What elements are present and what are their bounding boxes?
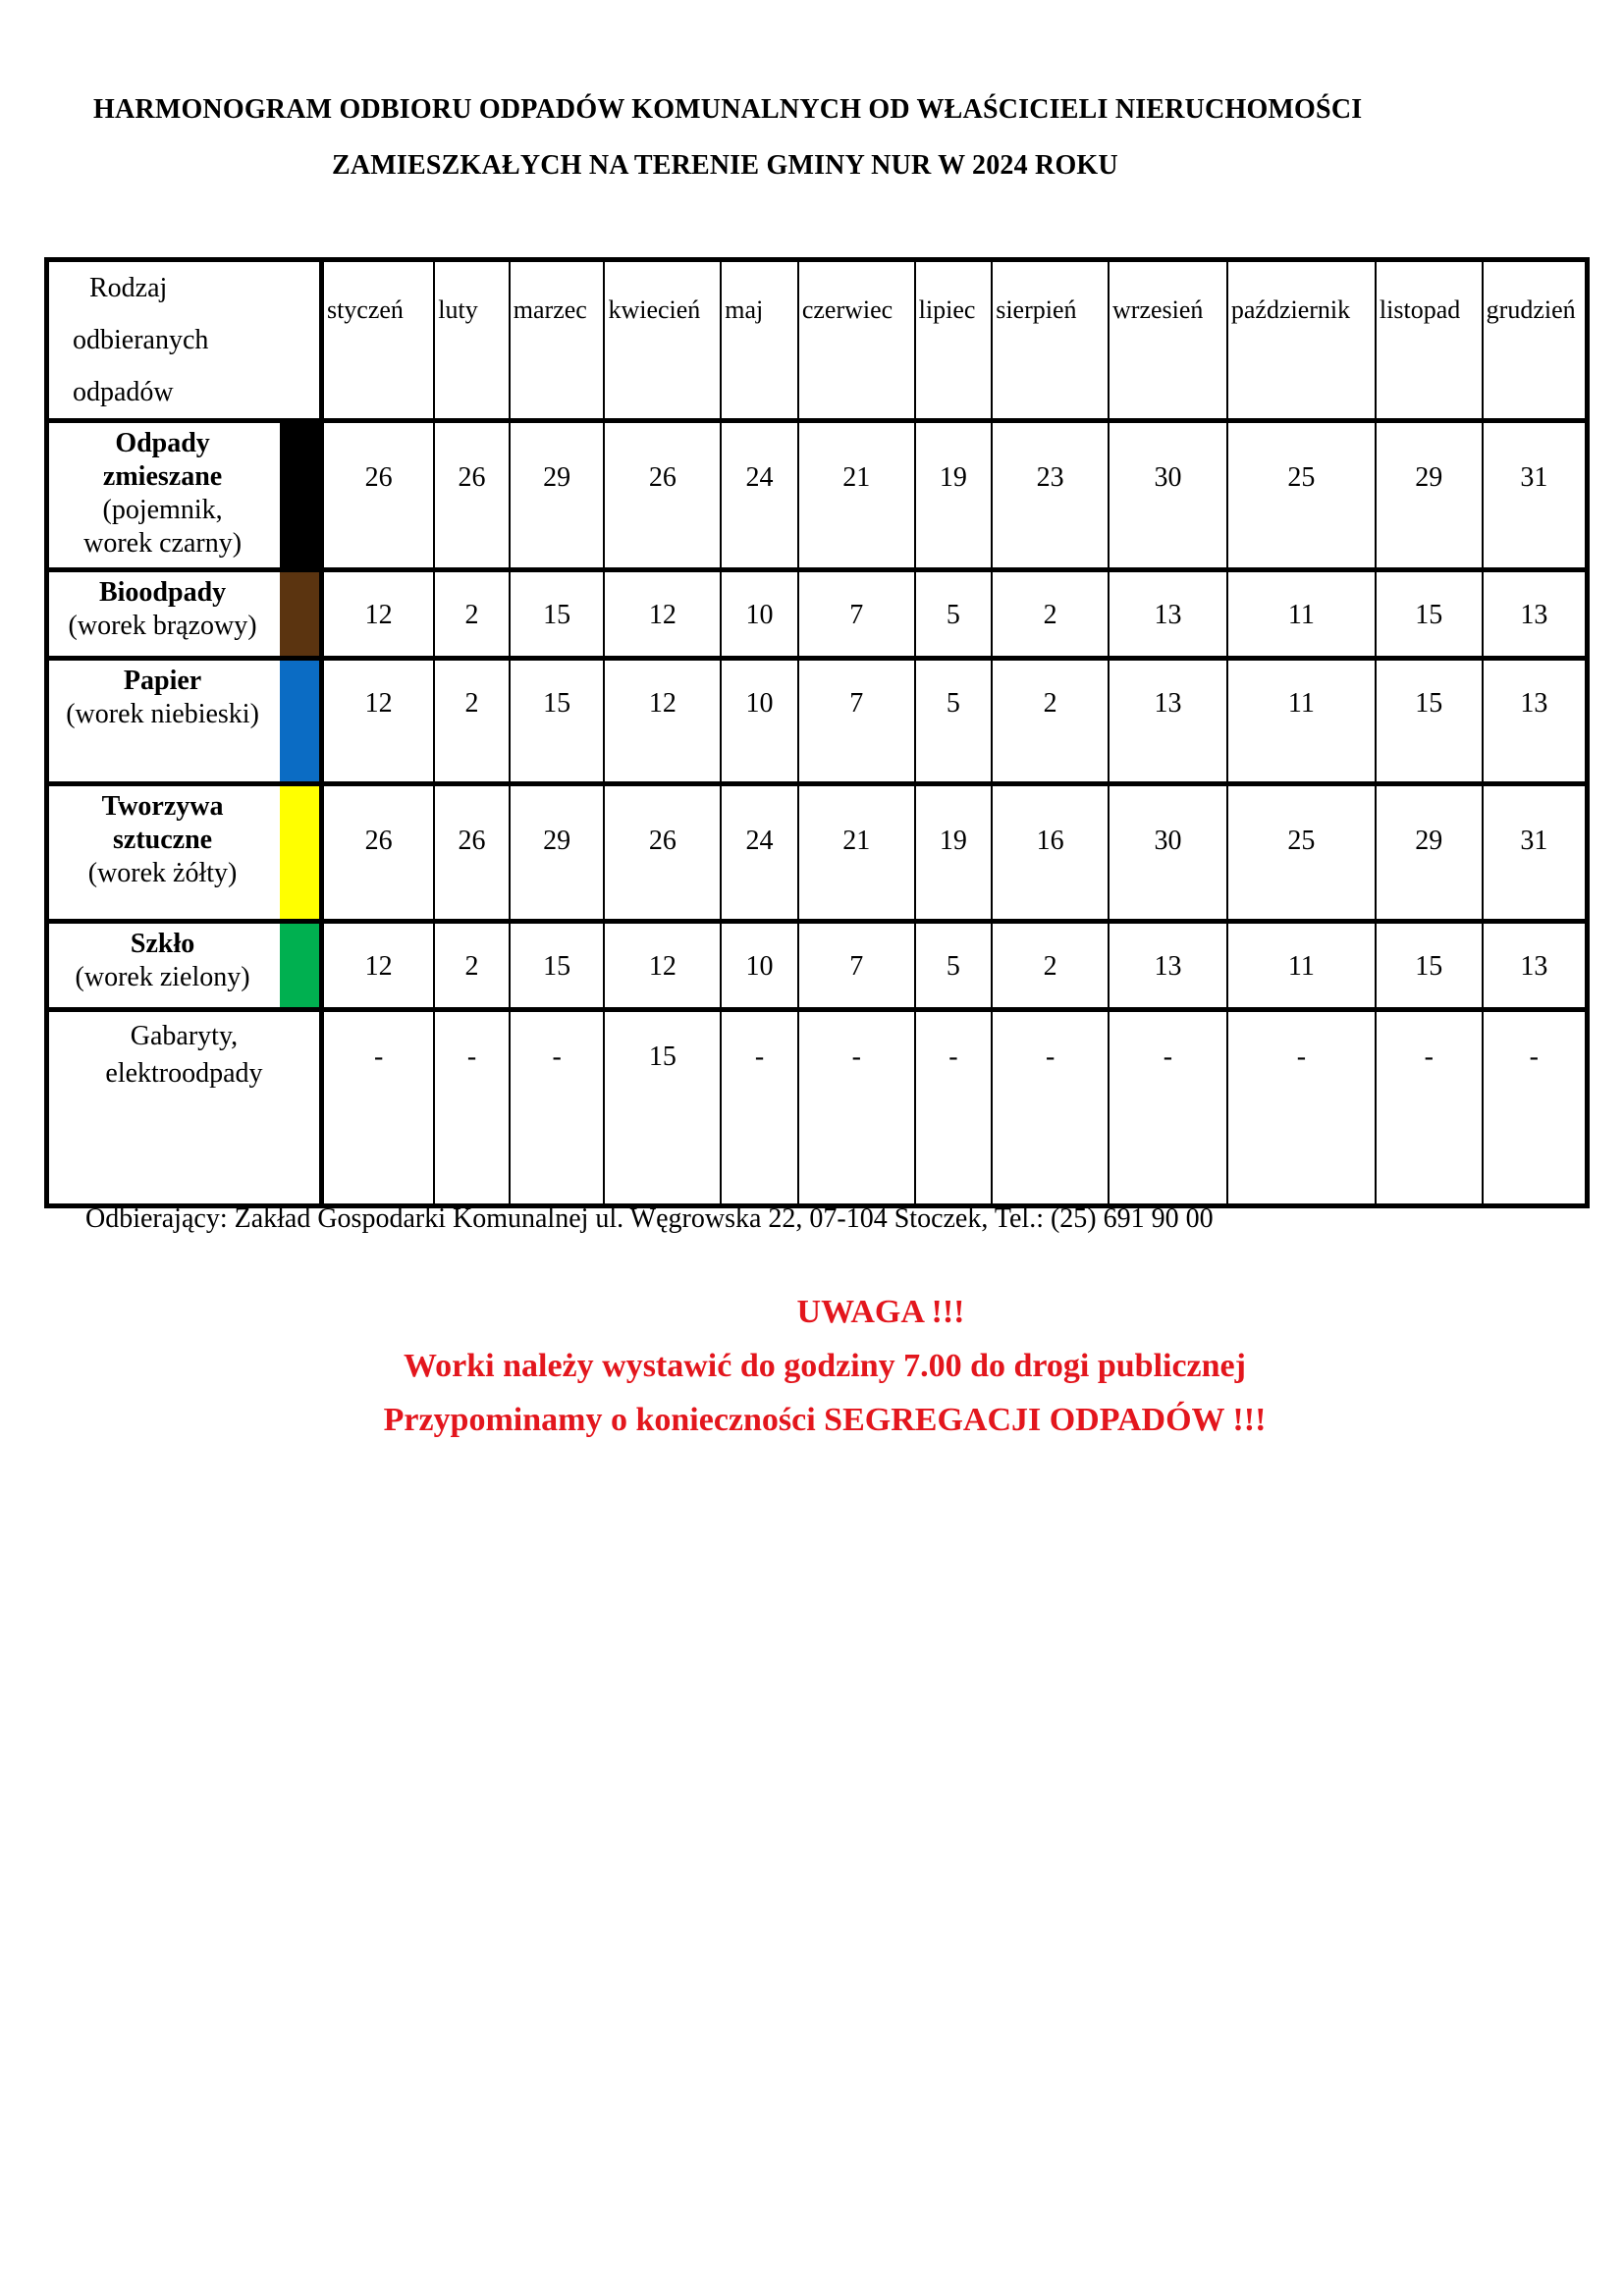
table-row	[47, 659, 1588, 784]
collection-day-cell: -	[1376, 1010, 1483, 1206]
collection-day-cell: 15	[604, 1010, 721, 1206]
bag-color-swatch	[276, 922, 321, 1010]
collection-day-cell: 2	[992, 570, 1109, 659]
collection-day-cell: 12	[604, 570, 721, 659]
collection-day-cell: 21	[798, 421, 915, 570]
document-title-line-1: HARMONOGRAM ODBIORU ODPADÓW KOMUNALNYCH OD WŁAŚCICIELI NIERUCHOMOŚCI	[93, 94, 1363, 125]
waste-kind-label: Gabaryty, elektroodpady	[47, 1010, 322, 1206]
collection-day-cell: 19	[915, 784, 993, 922]
collection-day-cell: 12	[604, 922, 721, 1010]
month-header: wrzesień	[1109, 260, 1227, 421]
waste-kind-label: Odpady zmieszane (pojemnik, worek czarny)	[47, 421, 277, 570]
collection-day-cell: 2	[434, 570, 510, 659]
collection-day-cell: 15	[510, 659, 605, 784]
notice-heading: UWAGA !!!	[796, 1294, 965, 1330]
collection-day-cell: 13	[1483, 570, 1588, 659]
bag-color-swatch	[276, 421, 321, 570]
notice-segregation-reminder: Przypominamy o konieczności SEGREGACJI ODPADÓW !!!	[383, 1402, 1267, 1438]
bag-color-swatch	[276, 784, 321, 922]
collection-day-cell: 29	[510, 421, 605, 570]
month-header: styczeń	[321, 260, 434, 421]
waste-kind-label: Bioodpady (worek brązowy)	[47, 570, 277, 659]
month-header: grudzień	[1483, 260, 1588, 421]
collection-day-cell: -	[1483, 1010, 1588, 1206]
collection-day-cell: -	[992, 1010, 1109, 1206]
collection-day-cell: 5	[915, 570, 993, 659]
waste-kind-header: Rodzaj odbieranych odpadów	[47, 260, 322, 421]
collection-day-cell: 13	[1483, 922, 1588, 1010]
collection-day-cell: 21	[798, 784, 915, 922]
collection-day-cell: 16	[992, 784, 1109, 922]
collection-day-cell: 29	[1376, 784, 1483, 922]
collection-day-cell: 29	[510, 784, 605, 922]
collection-day-cell: 10	[721, 570, 798, 659]
collection-day-cell: 12	[321, 922, 434, 1010]
collection-day-cell: 15	[1376, 922, 1483, 1010]
month-header: maj	[721, 260, 798, 421]
month-header: luty	[434, 260, 510, 421]
collection-day-cell: -	[321, 1010, 434, 1206]
collection-day-cell: 11	[1227, 659, 1376, 784]
collection-day-cell: -	[1227, 1010, 1376, 1206]
collection-day-cell: 7	[798, 922, 915, 1010]
collection-day-cell: 2	[992, 659, 1109, 784]
collection-day-cell: 23	[992, 421, 1109, 570]
collection-day-cell: -	[798, 1010, 915, 1206]
waste-kind-label: Szkło (worek zielony)	[47, 922, 277, 1010]
collection-day-cell: 12	[604, 659, 721, 784]
waste-kind-label: Tworzywa sztuczne (worek żółty)	[47, 784, 277, 922]
month-header: czerwiec	[798, 260, 915, 421]
collection-day-cell: 2	[434, 922, 510, 1010]
bag-color-swatch	[276, 570, 321, 659]
collection-day-cell: 26	[604, 421, 721, 570]
collection-day-cell: 26	[321, 421, 434, 570]
table-row	[47, 570, 1588, 659]
collection-day-cell: 11	[1227, 570, 1376, 659]
waste-kind-label: Papier (worek niebieski)	[47, 659, 277, 784]
collection-day-cell: -	[1109, 1010, 1227, 1206]
collection-day-cell: -	[510, 1010, 605, 1206]
collection-day-cell: 24	[721, 421, 798, 570]
collector-info: Odbierający: Zakład Gospodarki Komunalnej ul. Węgrowska 22, 07-104 Stoczek, Tel.: (25) 691 90 00	[85, 1203, 1214, 1234]
collection-day-cell: 13	[1483, 659, 1588, 784]
collection-day-cell: 12	[321, 570, 434, 659]
collection-day-cell: 29	[1376, 421, 1483, 570]
collection-day-cell: 15	[1376, 659, 1483, 784]
month-header: październik	[1227, 260, 1376, 421]
month-header: kwiecień	[604, 260, 721, 421]
collection-day-cell: 30	[1109, 421, 1227, 570]
table-row	[47, 421, 1588, 570]
collection-day-cell: -	[915, 1010, 993, 1206]
collection-day-cell: 26	[321, 784, 434, 922]
month-header: listopad	[1376, 260, 1483, 421]
collection-day-cell: 31	[1483, 421, 1588, 570]
collection-day-cell: 31	[1483, 784, 1588, 922]
month-header: sierpień	[992, 260, 1109, 421]
collection-day-cell: 5	[915, 659, 993, 784]
collection-day-cell: 24	[721, 784, 798, 922]
month-header: lipiec	[915, 260, 993, 421]
document-title-line-2: ZAMIESZKAŁYCH NA TERENIE GMINY NUR W 2024 ROKU	[332, 150, 1118, 181]
table-header-row	[47, 260, 1588, 421]
collection-day-cell: -	[721, 1010, 798, 1206]
collection-day-cell: 12	[321, 659, 434, 784]
month-header: marzec	[510, 260, 605, 421]
collection-day-cell: 25	[1227, 784, 1376, 922]
collection-day-cell: 7	[798, 659, 915, 784]
notice-bag-deadline: Worki należy wystawić do godziny 7.00 do drogi publicznej	[404, 1348, 1246, 1384]
waste-collection-schedule-table	[44, 257, 1590, 1208]
collection-day-cell: 13	[1109, 570, 1227, 659]
collection-day-cell: 7	[798, 570, 915, 659]
collection-day-cell: 15	[510, 922, 605, 1010]
collection-day-cell: 26	[434, 421, 510, 570]
table-row	[47, 922, 1588, 1010]
collection-day-cell: 2	[434, 659, 510, 784]
collection-day-cell: 2	[992, 922, 1109, 1010]
table-row	[47, 1010, 1588, 1206]
collection-day-cell: 10	[721, 922, 798, 1010]
table-row	[47, 784, 1588, 922]
collection-day-cell: 19	[915, 421, 993, 570]
collection-day-cell: 13	[1109, 659, 1227, 784]
collection-day-cell: -	[434, 1010, 510, 1206]
collection-day-cell: 25	[1227, 421, 1376, 570]
collection-day-cell: 30	[1109, 784, 1227, 922]
collection-day-cell: 15	[510, 570, 605, 659]
collection-day-cell: 13	[1109, 922, 1227, 1010]
collection-day-cell: 10	[721, 659, 798, 784]
collection-day-cell: 26	[434, 784, 510, 922]
bag-color-swatch	[276, 659, 321, 784]
collection-day-cell: 26	[604, 784, 721, 922]
collection-day-cell: 5	[915, 922, 993, 1010]
collection-day-cell: 11	[1227, 922, 1376, 1010]
collection-day-cell: 15	[1376, 570, 1483, 659]
